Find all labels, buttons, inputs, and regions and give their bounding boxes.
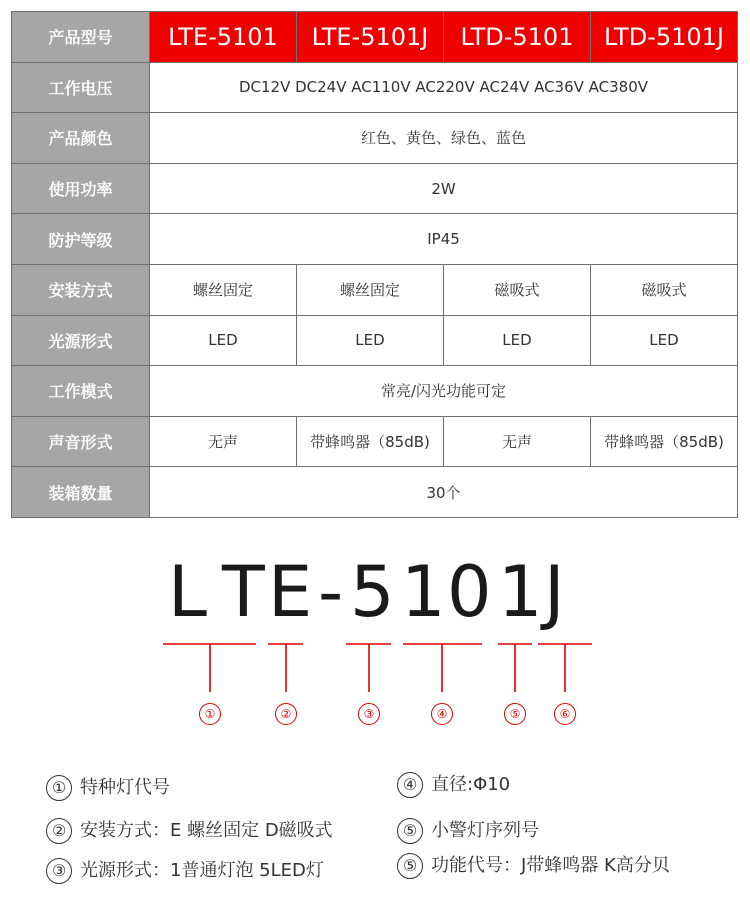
legend-item xyxy=(397,853,670,879)
legend-text: 功能代号：J带蜂鸣器 K高分贝 xyxy=(431,855,670,876)
segment-marker: ⑥ xyxy=(554,703,576,725)
table-row xyxy=(12,264,738,315)
row-cell: 无声 xyxy=(444,416,591,467)
code-char: L xyxy=(168,551,207,633)
table-row xyxy=(12,62,738,113)
row-cell: 磁吸式 xyxy=(444,264,591,315)
model-cell: LTD-5101J xyxy=(591,12,738,63)
legend-number: ⑤ xyxy=(397,853,423,879)
row-cell: 磁吸式 xyxy=(591,264,738,315)
segment-marker: ④ xyxy=(431,703,453,725)
model-cell: LTD-5101 xyxy=(444,12,591,63)
code-char: T xyxy=(222,551,265,633)
row-cell: LED xyxy=(297,315,444,366)
table-row xyxy=(12,163,738,214)
code-char: 1 xyxy=(498,551,543,633)
table-row xyxy=(12,467,738,518)
table-row xyxy=(12,315,738,366)
legend-text: 特种灯代号 xyxy=(80,777,170,798)
code-char: 0 xyxy=(447,551,492,633)
row-cell: LED xyxy=(591,315,738,366)
table-row xyxy=(12,12,738,63)
segment-marker: ③ xyxy=(358,703,380,725)
legend-number: ④ xyxy=(397,772,423,798)
legend-item xyxy=(46,858,324,884)
row-label: 工作模式 xyxy=(12,366,150,417)
row-label: 产品颜色 xyxy=(12,113,150,164)
legend-item xyxy=(397,772,510,798)
row-cell: 螺丝固定 xyxy=(297,264,444,315)
row-label: 使用功率 xyxy=(12,163,150,214)
code-char: 1 xyxy=(401,551,446,633)
model-code xyxy=(0,552,750,632)
table-row xyxy=(12,366,738,417)
row-value: 红色、黄色、绿色、蓝色 xyxy=(150,113,738,164)
row-cell: 无声 xyxy=(150,416,297,467)
code-char: - xyxy=(318,551,344,633)
model-cell: LTE-5101J xyxy=(297,12,444,63)
legend-number: ⑤ xyxy=(397,818,423,844)
row-cell: LED xyxy=(150,315,297,366)
row-label: 工作电压 xyxy=(12,62,150,113)
row-label: 光源形式 xyxy=(12,315,150,366)
row-cell: 螺丝固定 xyxy=(150,264,297,315)
row-value: DC12V DC24V AC110V AC220V AC24V AC36V AC380V xyxy=(150,62,738,113)
model-cell: LTE-5101 xyxy=(150,12,297,63)
legend-text: 小警灯序列号 xyxy=(431,820,539,841)
row-value: IP45 xyxy=(150,214,738,265)
code-char: J xyxy=(544,551,565,633)
table-row xyxy=(12,113,738,164)
row-cell: 带蜂鸣器（85dB) xyxy=(297,416,444,467)
legend-item xyxy=(46,818,333,844)
row-cell: 带蜂鸣器（85dB) xyxy=(591,416,738,467)
legend-item xyxy=(46,775,170,801)
segment-marker: ⑤ xyxy=(504,703,526,725)
row-label: 安装方式 xyxy=(12,264,150,315)
segment-marker: ② xyxy=(275,703,297,725)
table-row xyxy=(12,416,738,467)
code-char: E xyxy=(268,551,313,633)
segment-marker: ① xyxy=(199,703,221,725)
legend-number: ③ xyxy=(46,858,72,884)
row-label: 装箱数量 xyxy=(12,467,150,518)
legend-item xyxy=(397,818,539,844)
spec-table xyxy=(11,11,738,518)
legend-number: ① xyxy=(46,775,72,801)
row-label: 防护等级 xyxy=(12,214,150,265)
row-label: 声音形式 xyxy=(12,416,150,467)
row-value: 常亮/闪光功能可定 xyxy=(150,366,738,417)
row-value: 30个 xyxy=(150,467,738,518)
legend-text: 光源形式：1普通灯泡 5LED灯 xyxy=(80,860,324,881)
legend-text: 直径:Φ10 xyxy=(431,774,511,795)
code-char: 5 xyxy=(350,551,395,633)
legend-number: ② xyxy=(46,818,72,844)
row-value: 2W xyxy=(150,163,738,214)
segment-brackets xyxy=(0,640,750,700)
legend-text: 安装方式：E 螺丝固定 D磁吸式 xyxy=(80,820,333,841)
row-label: 产品型号 xyxy=(12,12,150,63)
row-cell: LED xyxy=(444,315,591,366)
table-row xyxy=(12,214,738,265)
